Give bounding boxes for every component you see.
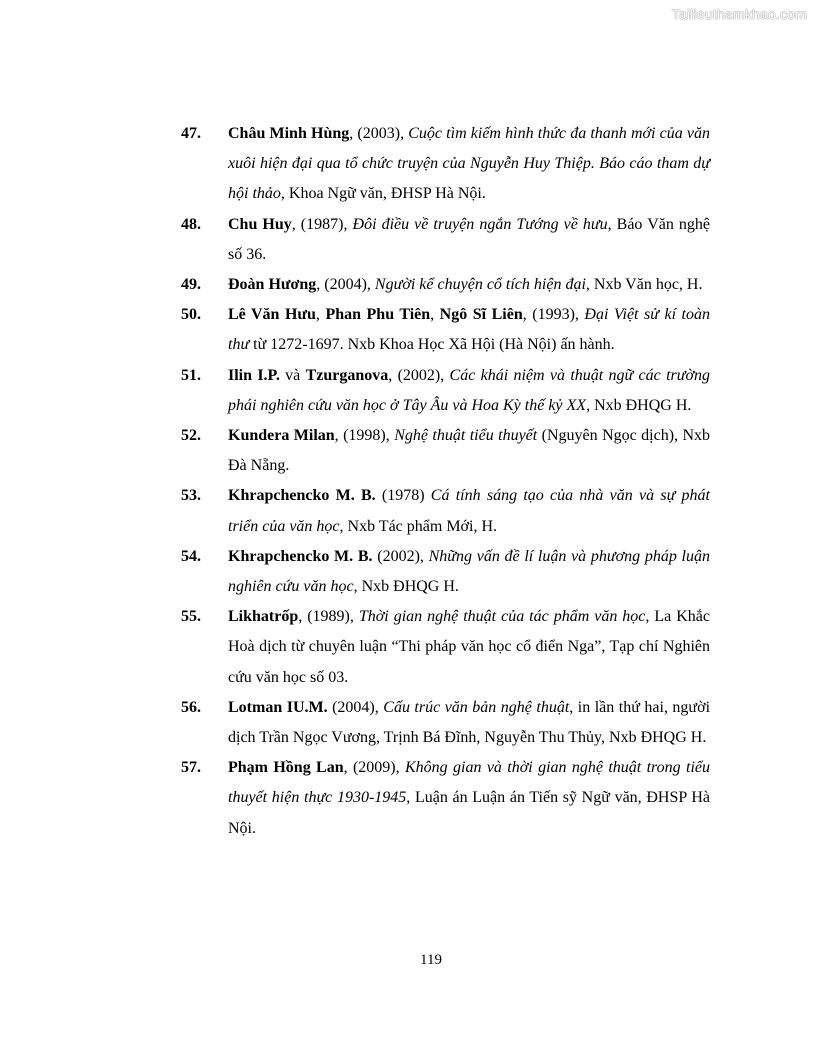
reference-text [228, 481, 710, 541]
reference-detail: , Luận án Luận án Tiến sỹ Ngữ văn, ĐHSP Hà Nội. [228, 789, 710, 837]
reference-title: Cá tính sáng tạo của nhà văn và sự phát triển của văn học [228, 487, 711, 535]
reference-author: Châu Minh Hùng [228, 125, 350, 142]
reference-number: 57. [181, 759, 201, 777]
reference-author: Đoàn Hương [228, 276, 317, 294]
reference-detail: , [315, 306, 326, 324]
reference-author: Khrapchencko M. B. [228, 547, 373, 565]
reference-title: Người kể chuyện cổ tích hiện đại [374, 276, 586, 294]
reference-detail: , (2004), [316, 276, 375, 294]
reference-title: Thời gian nghệ thuật của tác phẩm văn học [358, 608, 646, 626]
reference-detail: , La Khắc Hoà dịch từ chuyên luận “Thi pháp văn học cổ điển Nga”, Tạp chí Nghiên cứu văn học số 03. [228, 608, 710, 686]
reference-number: 50. [181, 306, 201, 324]
reference-author: Chu Huy [228, 215, 292, 233]
reference-text [228, 300, 710, 360]
reference-number: 53. [181, 487, 201, 505]
reference-author: Phan Phu Tiên [325, 306, 431, 324]
reference-text [228, 270, 710, 300]
reference-text [228, 210, 710, 270]
reference-detail: (2004), [327, 698, 384, 716]
reference-title: Nghệ thuật tiểu thuyết [394, 427, 538, 445]
reference-author: Kundera Milan [228, 427, 335, 445]
reference-title: Đôi điều về truyện ngắn Tướng về hưu [352, 215, 608, 233]
reference-detail: , (2003), [349, 125, 409, 142]
reference-author: Khrapchencko M. B. [228, 487, 376, 505]
reference-detail: , Báo Văn nghệ số 36. [228, 215, 711, 263]
reference-number: 55. [181, 608, 201, 626]
reference-number: 54. [181, 547, 201, 565]
reference-author: Likhatrốp [228, 608, 299, 626]
reference-list [0, 119, 816, 844]
reference-item [0, 481, 816, 541]
reference-detail: , (2002), [388, 366, 450, 384]
reference-item [0, 421, 816, 481]
reference-item [0, 300, 816, 360]
reference-author: Lê Văn Hưu [228, 306, 316, 324]
reference-item [0, 119, 816, 210]
reference-item [0, 270, 816, 300]
reference-author: Lotman IU.M. [228, 698, 328, 716]
reference-text [228, 693, 710, 753]
reference-item [0, 753, 816, 844]
reference-item [0, 210, 816, 270]
watermark: Tailieuthamkhao.com [671, 6, 807, 22]
reference-author: Ngô Sĩ Liên [439, 306, 523, 324]
reference-title: Cuộc tìm kiếm hình thức đa thanh mới của văn xuôi hiện đại qua tổ chức truyện của Nguyễn Huy Thiệp. Báo cáo tham dự hội thảo [228, 125, 711, 203]
reference-number: 52. [181, 427, 201, 445]
reference-text [228, 119, 710, 210]
reference-detail: và [279, 366, 306, 384]
reference-number: 56. [181, 698, 201, 716]
reference-title: Các khái niệm và thuật ngữ các trường phái nghiên cứu văn học ở Tây Âu và Hoa Kỳ thế kỷ XX [228, 366, 711, 414]
reference-title: Những vấn đề lí luận và phương pháp luận nghiên cứu văn học [228, 547, 711, 596]
page-number: 119 [420, 952, 442, 968]
reference-item [0, 361, 816, 421]
reference-detail: từ 1272-1697. Nxb Khoa Học Xã Hội (Hà Nội) ấn hành. [249, 336, 615, 354]
reference-detail: , (2009), [343, 759, 405, 777]
reference-text [228, 753, 710, 844]
reference-title: Cấu trúc văn bản nghệ thuật [383, 698, 570, 716]
reference-detail: , (1989), [298, 608, 359, 626]
reference-detail: (1978) [375, 487, 431, 505]
reference-detail: , Nxb Tác phẩm Mới, H. [339, 517, 498, 535]
reference-title: Đại Việt sử kí toàn thư [228, 306, 710, 354]
reference-detail: , in lần thứ hai, người dịch Trần Ngọc Vương, Trịnh Bá Đĩnh, Nguyễn Thu Thủy, Nxb ĐHQG H. [228, 698, 711, 747]
reference-item [0, 602, 816, 693]
reference-title: Không gian và thời gian nghệ thuật trong tiểu thuyết hiện thực 1930-1945 [228, 759, 710, 807]
reference-author: Phạm Hồng Lan [228, 759, 344, 777]
reference-detail: , Nxb ĐHQG H. [353, 578, 459, 596]
reference-text [228, 361, 710, 421]
reference-detail: , Nxb ĐHQG H. [586, 396, 692, 414]
reference-text [228, 421, 710, 481]
reference-author: Tzurganova [305, 366, 389, 384]
reference-author: Ilin I.P. [228, 366, 280, 384]
reference-detail: , [430, 306, 440, 324]
reference-detail: , (1998), [334, 427, 395, 445]
reference-detail: (Nguyên Ngọc dịch), Nxb Đà Nẵng. [228, 427, 711, 475]
reference-text [228, 602, 710, 693]
reference-detail: , Khoa Ngữ văn, ĐHSP Hà Nội. [280, 185, 486, 203]
reference-detail: (2002), [372, 547, 429, 565]
reference-number: 48. [181, 215, 201, 233]
reference-item [0, 542, 816, 602]
reference-number: 47. [181, 125, 201, 142]
reference-number: 51. [181, 366, 201, 384]
reference-text [228, 542, 710, 602]
reference-item [0, 693, 816, 753]
reference-detail: , (1987), [291, 215, 353, 233]
reference-detail: , (1993), [522, 306, 585, 324]
reference-number: 49. [181, 276, 201, 294]
reference-detail: , Nxb Văn học, H. [585, 276, 703, 294]
